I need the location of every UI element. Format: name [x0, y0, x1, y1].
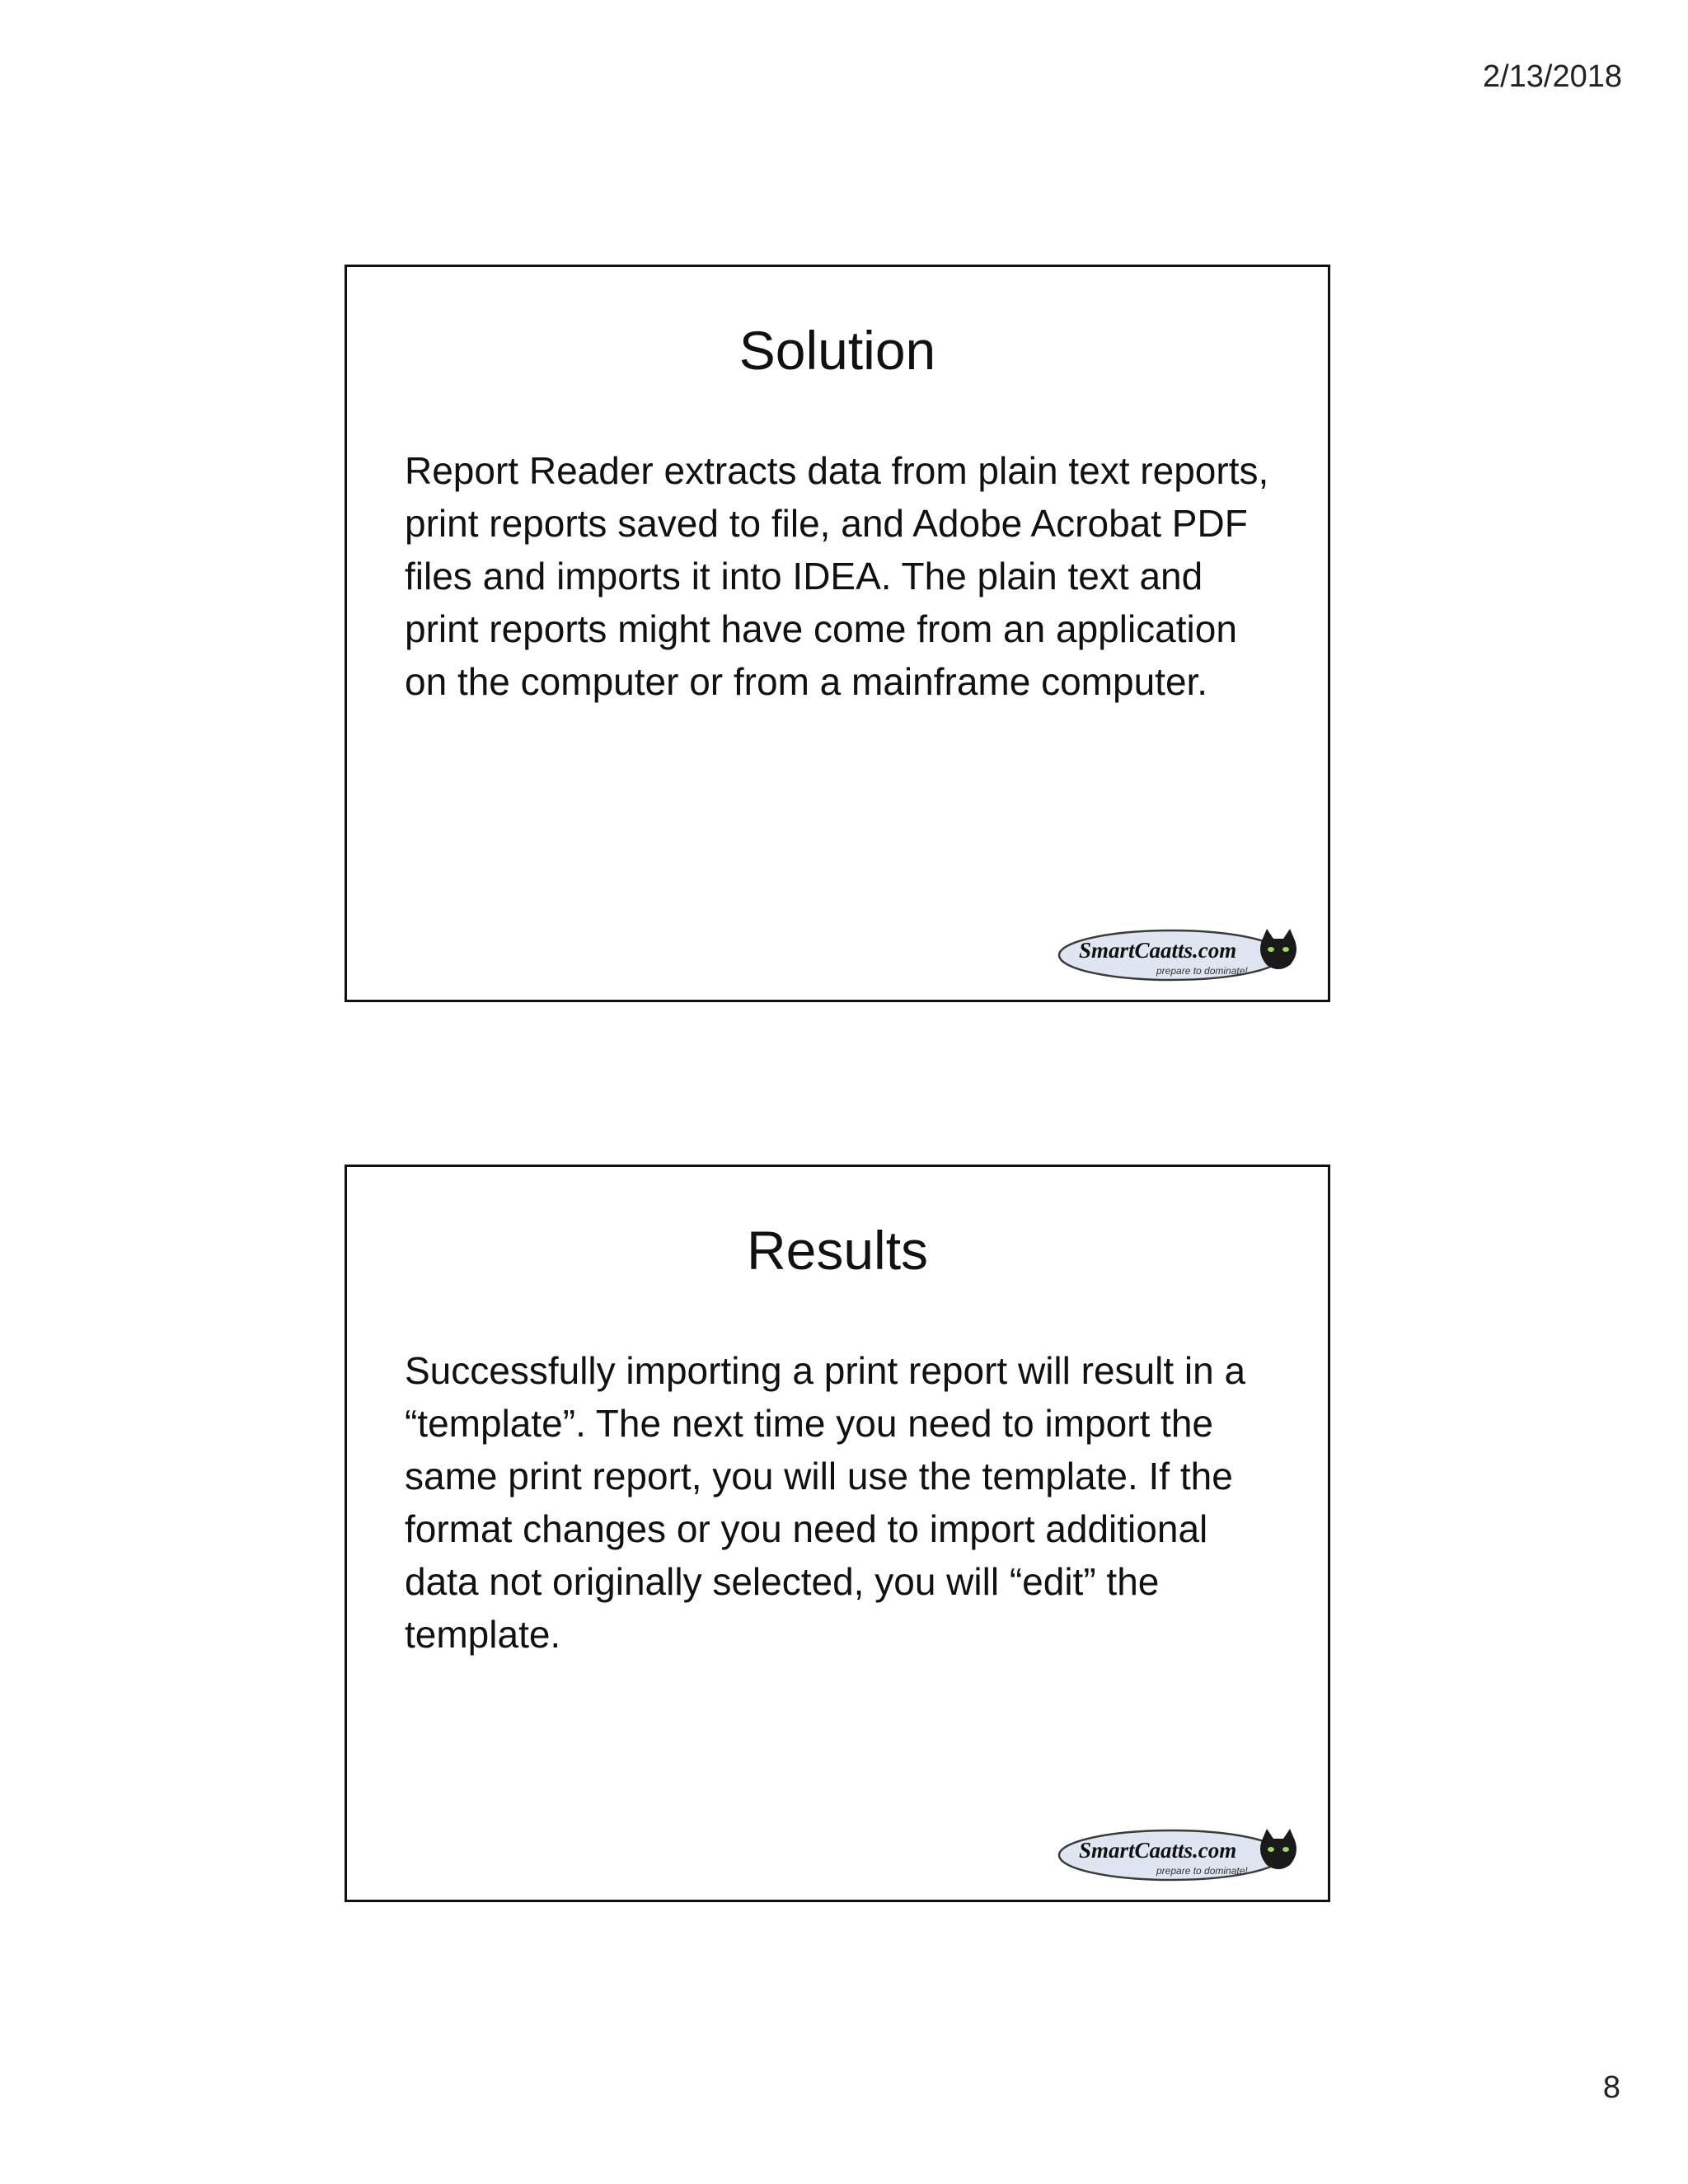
page-date: 2/13/2018 — [1482, 59, 1622, 94]
slide-results — [345, 1165, 1330, 1902]
logo-tagline: prepare to dominate! — [1156, 1865, 1248, 1877]
logo-tagline: prepare to dominate! — [1156, 965, 1248, 977]
smartcaatts-logo — [1054, 922, 1301, 987]
slide-body: Successfully importing a print report will result in a “template”. The next time you need to import the same print report, you will use the template. If the format changes or you need to import additional data not originally selected, you will “edit” the template. — [405, 1349, 1246, 1656]
slide-title: Results — [746, 1220, 929, 1281]
cat-head-icon — [1260, 1829, 1296, 1869]
slide-body: Report Reader extracts data from plain text reports, print reports saved to file, and Adobe Acrobat PDF files and imports it into IDEA. The plain text and print reports might have come from an application on the computer or from a mainframe computer. — [405, 449, 1269, 703]
page-number: 8 — [1602, 2070, 1620, 2105]
cat-head-icon — [1260, 929, 1296, 969]
slide-title: Solution — [738, 320, 936, 381]
slide-solution — [345, 265, 1330, 1002]
logo-brand: SmartCaatts.com — [1079, 1838, 1237, 1863]
logo-brand: SmartCaatts.com — [1079, 938, 1237, 963]
smartcaatts-logo — [1054, 1822, 1301, 1886]
